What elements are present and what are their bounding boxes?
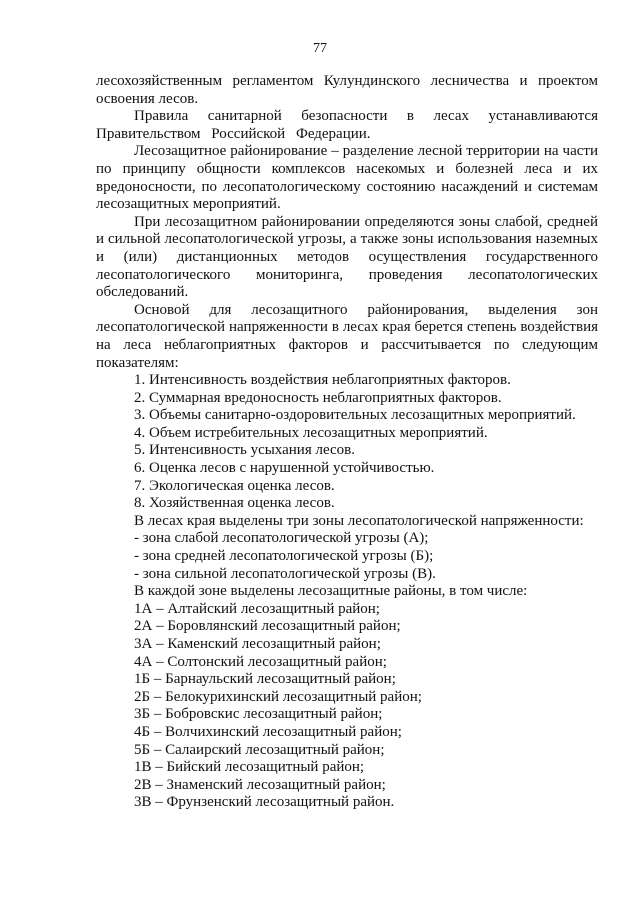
list-item: 3. Объемы санитарно-оздоровительных лесозащитных мероприятий.: [134, 407, 576, 424]
list-item: - зона средней лесопатологической угрозы (Б);: [134, 548, 434, 565]
paragraph-sanitary-rules: Правила санитарной безопасности в лесах устанавливаются Правительством Российской Федерации.: [96, 108, 598, 142]
list-item: - зона слабой лесопатологической угрозы (А);: [134, 530, 429, 547]
paragraph-zoning-zones: При лесозащитном районировании определяются зоны слабой, средней и сильной лесопатологической угрозы, а также зоны использования наземных и (или) дистанционных методов осуществления государственного лесопатологического мониторинга, проведения лесопатологических обследований.: [96, 213, 598, 301]
zones-intro: В лесах края выделены три зоны лесопатологической напряженности:: [134, 512, 584, 529]
list-item: 2В – Знаменский лесозащитный район;: [134, 776, 386, 793]
list-item: 2Б – Белокурихинский лесозащитный район;: [134, 688, 422, 705]
paragraph-zoning-definition: Лесозащитное районирование – разделение лесной территории на части по принципу общности комплексов насекомых и болезней леса и их вредоносности, по лесопатологическому состоянию насаждений и системам лесозащитных мероприятий.: [96, 143, 598, 213]
indicators-list: [96, 372, 598, 513]
list-item: 6. Оценка лесов с нарушенной устойчивостью.: [134, 460, 435, 477]
list-item: 5Б – Салаирский лесозащитный район;: [134, 741, 385, 758]
list-item: 1Б – Барнаульский лесозащитный район;: [134, 671, 396, 688]
list-item: 3Б – Бобровскис лесозащитный район;: [134, 706, 383, 723]
list-item: 4. Объем истребительных лесозащитных мероприятий.: [134, 424, 488, 441]
districts-list: [96, 601, 598, 812]
list-item: 7. Экологическая оценка лесов.: [134, 477, 335, 494]
zones-list: [96, 530, 598, 583]
paragraph-regulation-continuation: лесохозяйственным регламентом Кулундинского лесничества и проектом освоения лесов.: [96, 73, 598, 107]
list-item: 2. Суммарная вредоносность неблагоприятных факторов.: [134, 389, 502, 406]
paragraph-zoning-basis: Основой для лесозащитного районирования, выделения зон лесопатологической напряженности в лесах края берется степень воздействия на леса неблагоприятных факторов и рассчитывается по следующим показателям:: [96, 301, 598, 371]
list-item: 4Б – Волчихинский лесозащитный район;: [134, 723, 402, 740]
list-item: 1А – Алтайский лесозащитный район;: [134, 600, 380, 617]
list-item: - зона сильной лесопатологической угрозы (В).: [134, 565, 436, 582]
list-item: 1. Интенсивность воздействия неблагоприятных факторов.: [134, 372, 511, 389]
list-item: 5. Интенсивность усыхания лесов.: [134, 442, 355, 459]
page-number: 77: [313, 41, 327, 56]
districts-intro: В каждой зоне выделены лесозащитные районы, в том числе:: [134, 583, 528, 600]
list-item: 3А – Каменский лесозащитный район;: [134, 636, 381, 652]
list-item: 2А – Боровлянский лесозащитный район;: [134, 618, 401, 635]
list-item: 3В – Фрунзенский лесозащитный район.: [134, 794, 395, 811]
document-body: [96, 73, 598, 812]
list-item: 4А – Солтонский лесозащитный район;: [134, 653, 387, 670]
list-item: 1В – Бийский лесозащитный район;: [134, 759, 365, 776]
list-item: 8. Хозяйственная оценка лесов.: [134, 495, 335, 512]
